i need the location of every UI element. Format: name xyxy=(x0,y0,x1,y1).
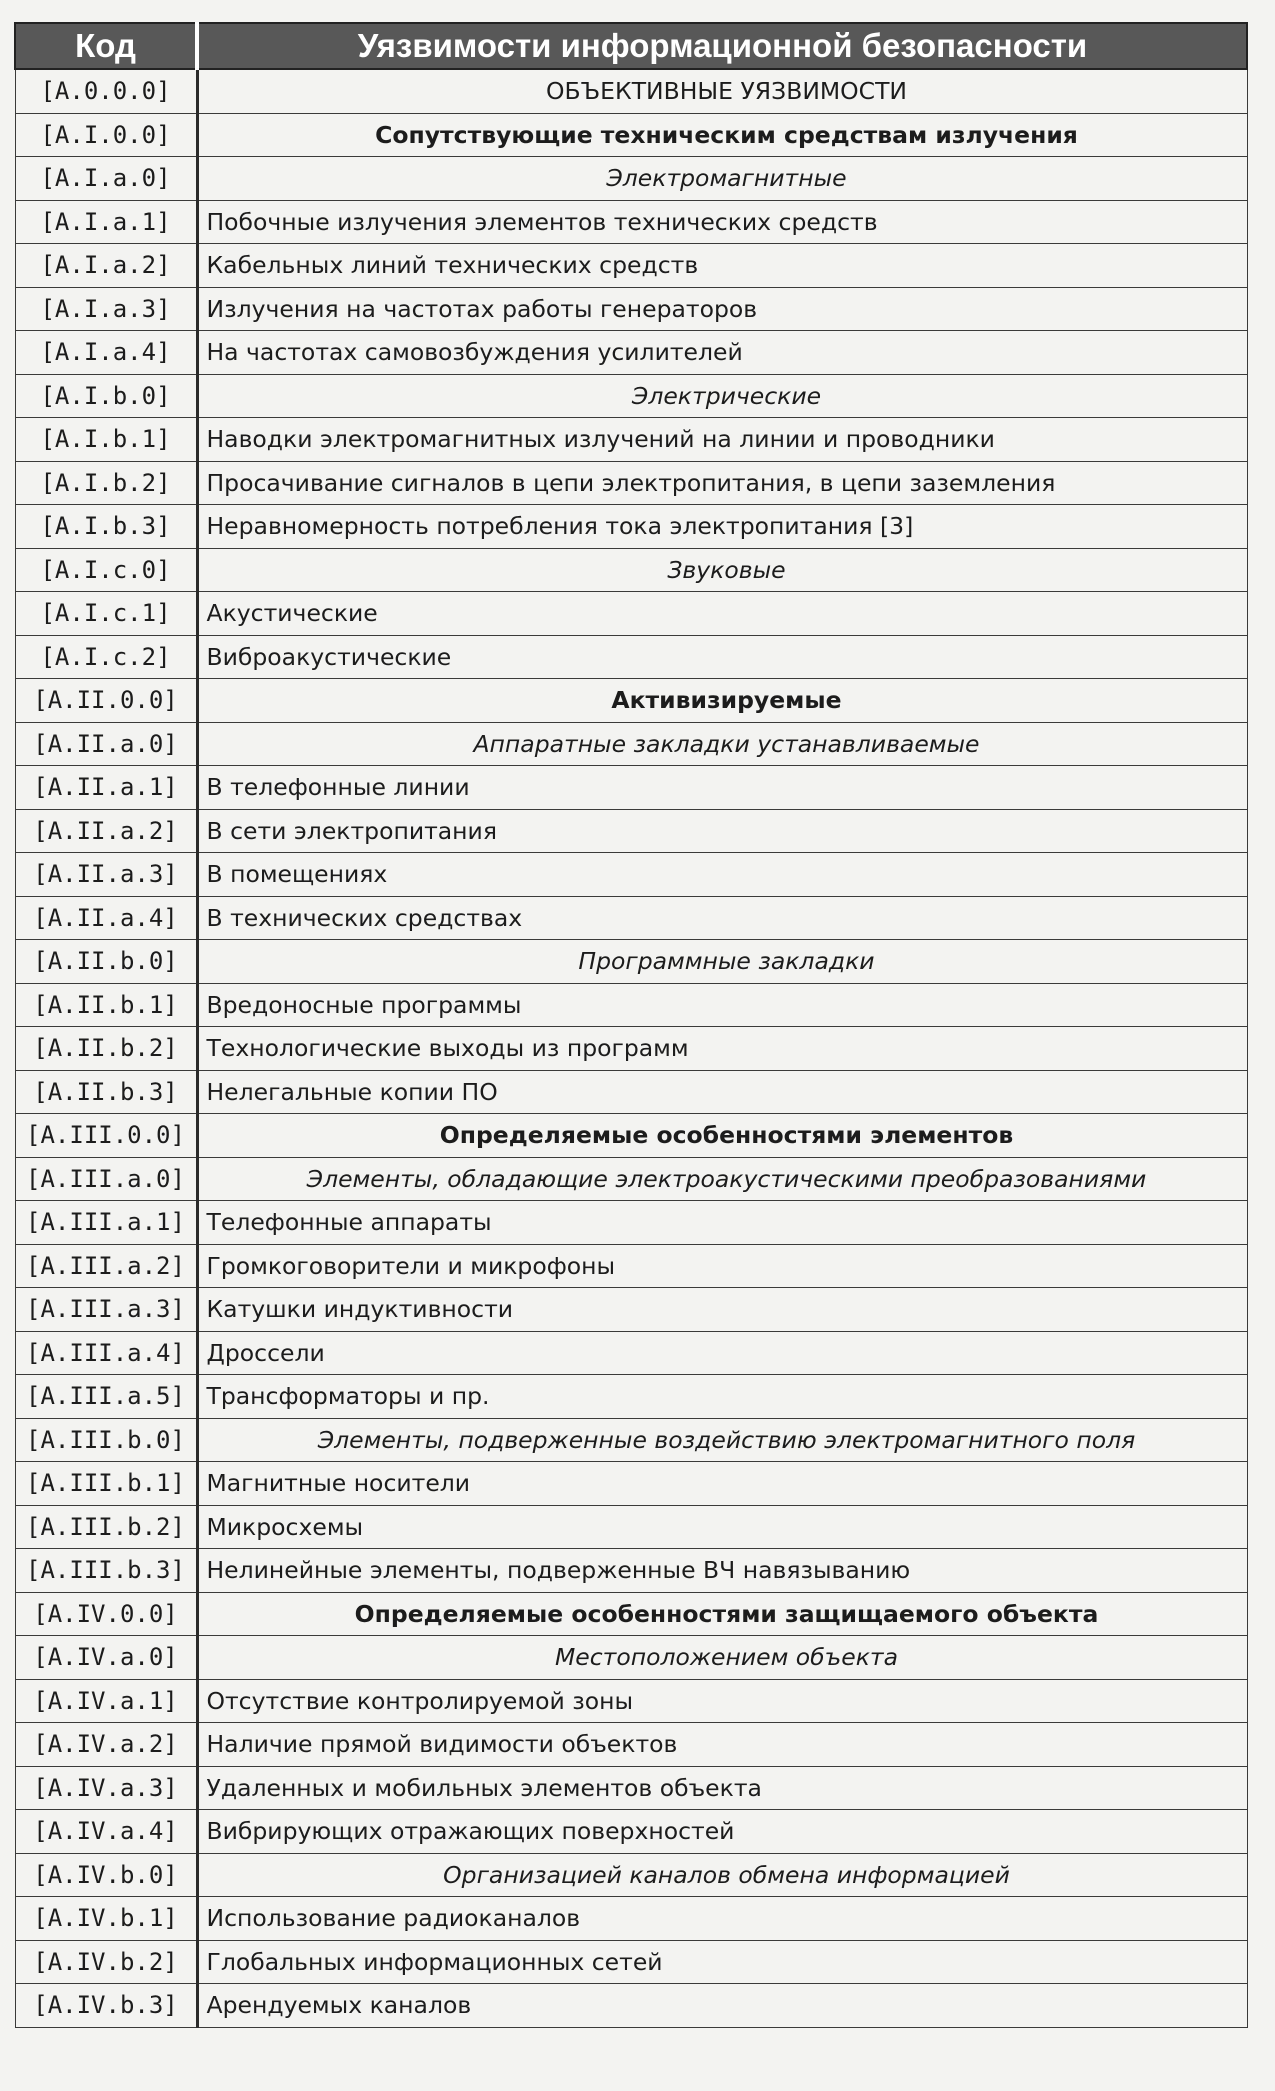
table-row xyxy=(15,1462,1247,1506)
row-description: В сети электропитания xyxy=(197,809,1247,853)
row-code: [A.I.a.2] xyxy=(15,244,197,288)
row-code: [A.I.b.1] xyxy=(15,418,197,462)
table-row xyxy=(15,983,1247,1027)
row-description: Вредоносные программы xyxy=(197,983,1247,1027)
table-row xyxy=(15,940,1247,984)
document-page xyxy=(14,22,1246,2072)
row-description: Дроссели xyxy=(197,1331,1247,1375)
table-row xyxy=(15,1244,1247,1288)
table-row xyxy=(15,1375,1247,1419)
row-description: Катушки индуктивности xyxy=(197,1288,1247,1332)
row-description: Акустические xyxy=(197,592,1247,636)
table-row xyxy=(15,200,1247,244)
table-row xyxy=(15,1288,1247,1332)
row-description: Использование радиоканалов xyxy=(197,1897,1247,1941)
table-row xyxy=(15,1723,1247,1767)
row-code: [A.III.a.1] xyxy=(15,1201,197,1245)
row-code: [A.IV.b.3] xyxy=(15,1984,197,2028)
row-description: Наличие прямой видимости объектов xyxy=(197,1723,1247,1767)
table-row xyxy=(15,244,1247,288)
row-category-sub: Элементы, обладающие электроакустическими преобразованиями xyxy=(197,1157,1247,1201)
row-category-sub: Электромагнитные xyxy=(197,157,1247,201)
row-code: [A.IV.b.1] xyxy=(15,1897,197,1941)
table-row xyxy=(15,1157,1247,1201)
row-description: Излучения на частотах работы генераторов xyxy=(197,287,1247,331)
row-code: [A.IV.b.2] xyxy=(15,1940,197,1984)
row-code: [A.IV.a.4] xyxy=(15,1810,197,1854)
row-category-group: Определяемые особенностями защищаемого объекта xyxy=(197,1592,1247,1636)
row-description: На частотах самовозбуждения усилителей xyxy=(197,331,1247,375)
row-code: [A.I.b.2] xyxy=(15,461,197,505)
row-description: Виброакустические xyxy=(197,635,1247,679)
table-row xyxy=(15,1418,1247,1462)
row-description: Глобальных информационных сетей xyxy=(197,1940,1247,1984)
header-code: Код xyxy=(15,23,197,69)
table-row xyxy=(15,1027,1247,1071)
table-row xyxy=(15,1940,1247,1984)
table-row xyxy=(15,1070,1247,1114)
table-row xyxy=(15,853,1247,897)
table-row xyxy=(15,1766,1247,1810)
row-description: Просачивание сигналов в цепи электропитания, в цепи заземления xyxy=(197,461,1247,505)
row-code: [A.II.a.2] xyxy=(15,809,197,853)
row-description: Громкоговорители и микрофоны xyxy=(197,1244,1247,1288)
table-row xyxy=(15,1636,1247,1680)
row-description: Арендуемых каналов xyxy=(197,1984,1247,2028)
table-row xyxy=(15,1331,1247,1375)
row-code: [A.I.a.0] xyxy=(15,157,197,201)
table-row xyxy=(15,1201,1247,1245)
table-row xyxy=(15,331,1247,375)
table-row xyxy=(15,1679,1247,1723)
row-description: В технических средствах xyxy=(197,896,1247,940)
row-description: Телефонные аппараты xyxy=(197,1201,1247,1245)
row-code: [A.II.b.2] xyxy=(15,1027,197,1071)
row-code: [A.III.b.3] xyxy=(15,1549,197,1593)
header-description: Уязвимости информационной безопасности xyxy=(197,23,1247,69)
row-description: Микросхемы xyxy=(197,1505,1247,1549)
row-category-sub: Организацией каналов обмена информацией xyxy=(197,1853,1247,1897)
table-row xyxy=(15,461,1247,505)
row-code: [A.I.c.1] xyxy=(15,592,197,636)
row-code: [A.III.a.0] xyxy=(15,1157,197,1201)
row-category-group: Активизируемые xyxy=(197,679,1247,723)
row-description: Наводки электромагнитных излучений на линии и проводники xyxy=(197,418,1247,462)
row-code: [A.I.a.1] xyxy=(15,200,197,244)
row-description: Магнитные носители xyxy=(197,1462,1247,1506)
table-header xyxy=(15,23,1247,69)
table-row xyxy=(15,157,1247,201)
row-description: Нелинейные элементы, подверженные ВЧ навязыванию xyxy=(197,1549,1247,1593)
row-code: [A.II.a.1] xyxy=(15,766,197,810)
table-row xyxy=(15,287,1247,331)
row-code: [A.I.c.0] xyxy=(15,548,197,592)
row-description: Трансформаторы и пр. xyxy=(197,1375,1247,1419)
table-row xyxy=(15,1505,1247,1549)
row-code: [A.IV.b.0] xyxy=(15,1853,197,1897)
table-row xyxy=(15,1853,1247,1897)
row-code: [A.I.b.0] xyxy=(15,374,197,418)
table-row xyxy=(15,418,1247,462)
row-code: [A.III.0.0] xyxy=(15,1114,197,1158)
table-row xyxy=(15,722,1247,766)
table-row xyxy=(15,374,1247,418)
row-description: Вибрирующих отражающих поверхностей xyxy=(197,1810,1247,1854)
row-category-group: Сопутствующие техническим средствам излучения xyxy=(197,113,1247,157)
table-body xyxy=(15,69,1247,2027)
row-code: [A.I.a.4] xyxy=(15,331,197,375)
table-row xyxy=(15,1810,1247,1854)
row-code: [A.II.a.0] xyxy=(15,722,197,766)
table-row xyxy=(15,1592,1247,1636)
table-row xyxy=(15,1114,1247,1158)
row-category-group: Определяемые особенностями элементов xyxy=(197,1114,1247,1158)
row-code: [A.I.0.0] xyxy=(15,113,197,157)
row-category-section: ОБЪЕКТИВНЫЕ УЯЗВИМОСТИ xyxy=(197,69,1247,113)
row-code: [A.III.a.2] xyxy=(15,1244,197,1288)
row-code: [A.IV.a.0] xyxy=(15,1636,197,1680)
table-row xyxy=(15,505,1247,549)
row-code: [A.II.a.3] xyxy=(15,853,197,897)
row-category-sub: Местоположением объекта xyxy=(197,1636,1247,1680)
row-description: Неравномерность потребления тока электропитания [3] xyxy=(197,505,1247,549)
table-row xyxy=(15,635,1247,679)
row-description: Нелегальные копии ПО xyxy=(197,1070,1247,1114)
row-code: [A.IV.a.2] xyxy=(15,1723,197,1767)
row-code: [A.III.a.3] xyxy=(15,1288,197,1332)
row-code: [A.II.b.0] xyxy=(15,940,197,984)
table-row xyxy=(15,896,1247,940)
row-code: [A.II.b.1] xyxy=(15,983,197,1027)
row-category-sub: Звуковые xyxy=(197,548,1247,592)
row-code: [A.IV.0.0] xyxy=(15,1592,197,1636)
row-code: [A.I.b.3] xyxy=(15,505,197,549)
row-description: Кабельных линий технических средств xyxy=(197,244,1247,288)
table-row xyxy=(15,548,1247,592)
table-row xyxy=(15,809,1247,853)
table-row xyxy=(15,766,1247,810)
row-code: [A.IV.a.1] xyxy=(15,1679,197,1723)
row-category-sub: Аппаратные закладки устанавливаемые xyxy=(197,722,1247,766)
row-code: [A.III.a.5] xyxy=(15,1375,197,1419)
row-description: В телефонные линии xyxy=(197,766,1247,810)
table-row xyxy=(15,113,1247,157)
table-row xyxy=(15,679,1247,723)
row-code: [A.0.0.0] xyxy=(15,69,197,113)
row-description: Технологические выходы из программ xyxy=(197,1027,1247,1071)
table-row xyxy=(15,69,1247,113)
row-code: [A.III.a.4] xyxy=(15,1331,197,1375)
table-row xyxy=(15,1897,1247,1941)
row-code: [A.I.c.2] xyxy=(15,635,197,679)
row-code: [A.III.b.1] xyxy=(15,1462,197,1506)
row-description: Отсутствие контролируемой зоны xyxy=(197,1679,1247,1723)
table-row xyxy=(15,1549,1247,1593)
row-code: [A.I.a.3] xyxy=(15,287,197,331)
table-row xyxy=(15,1984,1247,2028)
row-code: [A.III.b.0] xyxy=(15,1418,197,1462)
row-code: [A.III.b.2] xyxy=(15,1505,197,1549)
header-row xyxy=(15,23,1247,69)
vulnerability-table xyxy=(14,22,1248,2028)
row-description: Удаленных и мобильных элементов объекта xyxy=(197,1766,1247,1810)
row-code: [A.IV.a.3] xyxy=(15,1766,197,1810)
table-row xyxy=(15,592,1247,636)
row-category-sub: Программные закладки xyxy=(197,940,1247,984)
row-code: [A.II.a.4] xyxy=(15,896,197,940)
row-category-sub: Элементы, подверженные воздействию электромагнитного поля xyxy=(197,1418,1247,1462)
row-category-sub: Электрические xyxy=(197,374,1247,418)
row-description: В помещениях xyxy=(197,853,1247,897)
row-code: [A.II.b.3] xyxy=(15,1070,197,1114)
row-description: Побочные излучения элементов технических средств xyxy=(197,200,1247,244)
row-code: [A.II.0.0] xyxy=(15,679,197,723)
